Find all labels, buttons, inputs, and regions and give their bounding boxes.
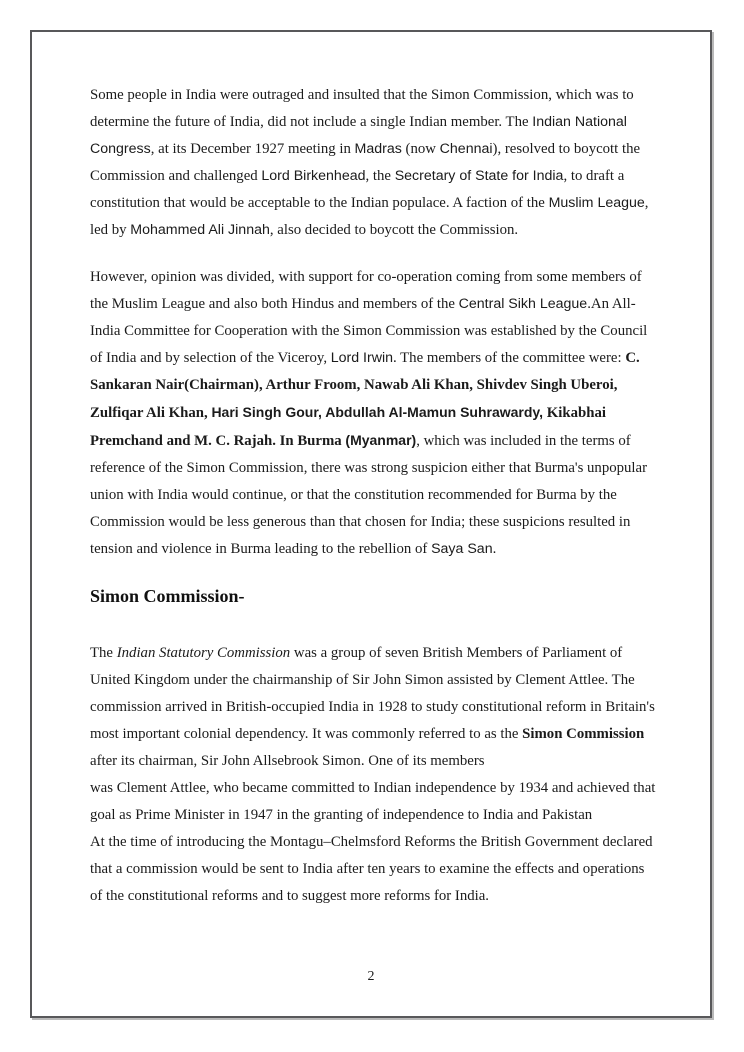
text-segment: (Myanmar) <box>345 432 417 448</box>
text-segment: Muslim League <box>548 195 645 211</box>
text-segment: Lord Irwin <box>330 350 394 366</box>
text-segment: (now <box>401 141 440 157</box>
text-segment: after its chairman, Sir John Allsebrook Simon. One of its members <box>90 753 485 769</box>
text-segment: Simon Commission <box>522 726 645 742</box>
text-segment: ), resolved to boycott the Commission and challenged <box>90 141 641 184</box>
section-heading-simon-commission: Simon Commission- <box>90 586 245 606</box>
text-segment: . <box>492 541 497 557</box>
text-segment: was a group of seven British Members of Parliament of United Kingdom under the chairmanship of Sir John Simon assisted by Clement Attlee. The commission arrived in British-occupied India in 1928 to study constitutional reform in Britain's most important colonial dependency. It was commonly referred to as the <box>90 645 655 742</box>
text-segment: However, opinion was divided, with support for co-operation coming from some members of the Muslim League and also both Hindus and members of the <box>90 269 642 312</box>
text-segment: , the <box>365 168 395 184</box>
text-segment: . The members of the committee were: <box>393 350 626 366</box>
text-segment: Indian Statutory Commission <box>116 645 291 661</box>
paragraph-committee-members <box>90 264 658 563</box>
text-segment: Central Sikh League <box>458 296 588 312</box>
text-segment: Mohammed Ali Jinnah <box>130 222 270 238</box>
text-segment: , at its December 1927 meeting in <box>150 141 355 157</box>
text-segment: , to draft a constitution that would be acceptable to the Indian populace. A faction of the <box>90 168 625 211</box>
text-segment: Lord Birkenhead <box>261 168 366 184</box>
text-segment: C. Sankaran Nair(Chairman), Arthur Froom, Nawab Ali Khan, Shivdev Singh Uberoi, Zulfiqar Ali Khan, <box>90 350 640 421</box>
text-segment: , also decided to boycott the Commission. <box>269 222 519 238</box>
text-segment: .An All-India Committee for Cooperation with the Simon Commission was established by the Council of India and by selection of the Viceroy, <box>90 296 648 366</box>
text-segment: Indian National Congress <box>90 114 627 157</box>
paragraph-simon-commission-boycott <box>90 82 658 244</box>
text-segment: was Clement Attlee, who became committed to Indian independence by 1934 and achieved that goal as Prime Minister in 1947 in the granting of independence to India and Pakistan <box>90 780 656 823</box>
text-segment: , which was included in the terms of reference of the Simon Commission, there was strong suspicion either that Burma's unpopular union with India would continue, or that the constitution recommended for Burma by the Commission would be less generous than that chosen for India; these suspicions resulted in tension and violence in Burma leading to the rebellion of <box>90 433 648 557</box>
text-segment: Kikabhai Premchand and M. C. Rajah. In Burma <box>90 405 606 449</box>
paragraph-indian-statutory-commission <box>90 640 658 910</box>
document-content <box>90 82 658 930</box>
text-segment: , led by <box>90 195 649 238</box>
text-segment: Saya San <box>431 541 493 557</box>
page-number: 2 <box>367 969 375 984</box>
text-segment: Secretary of State for India <box>394 168 564 184</box>
text-segment: At the time of introducing the Montagu–Chelmsford Reforms the British Government declared that a commission would be sent to India after ten years to examine the effects and operations of the constitutional reforms and to suggest more reforms for India. <box>90 834 653 904</box>
text-segment: The <box>90 645 117 661</box>
text-segment: Chennai <box>439 141 493 157</box>
text-segment: Hari Singh Gour, Abdullah Al-Mamun Suhrawardy, <box>211 404 544 420</box>
text-segment: Some people in India were outraged and insulted that the Simon Commission, which was to determine the future of India, did not include a single Indian member. The <box>90 87 634 130</box>
text-segment: Madras <box>354 141 402 157</box>
